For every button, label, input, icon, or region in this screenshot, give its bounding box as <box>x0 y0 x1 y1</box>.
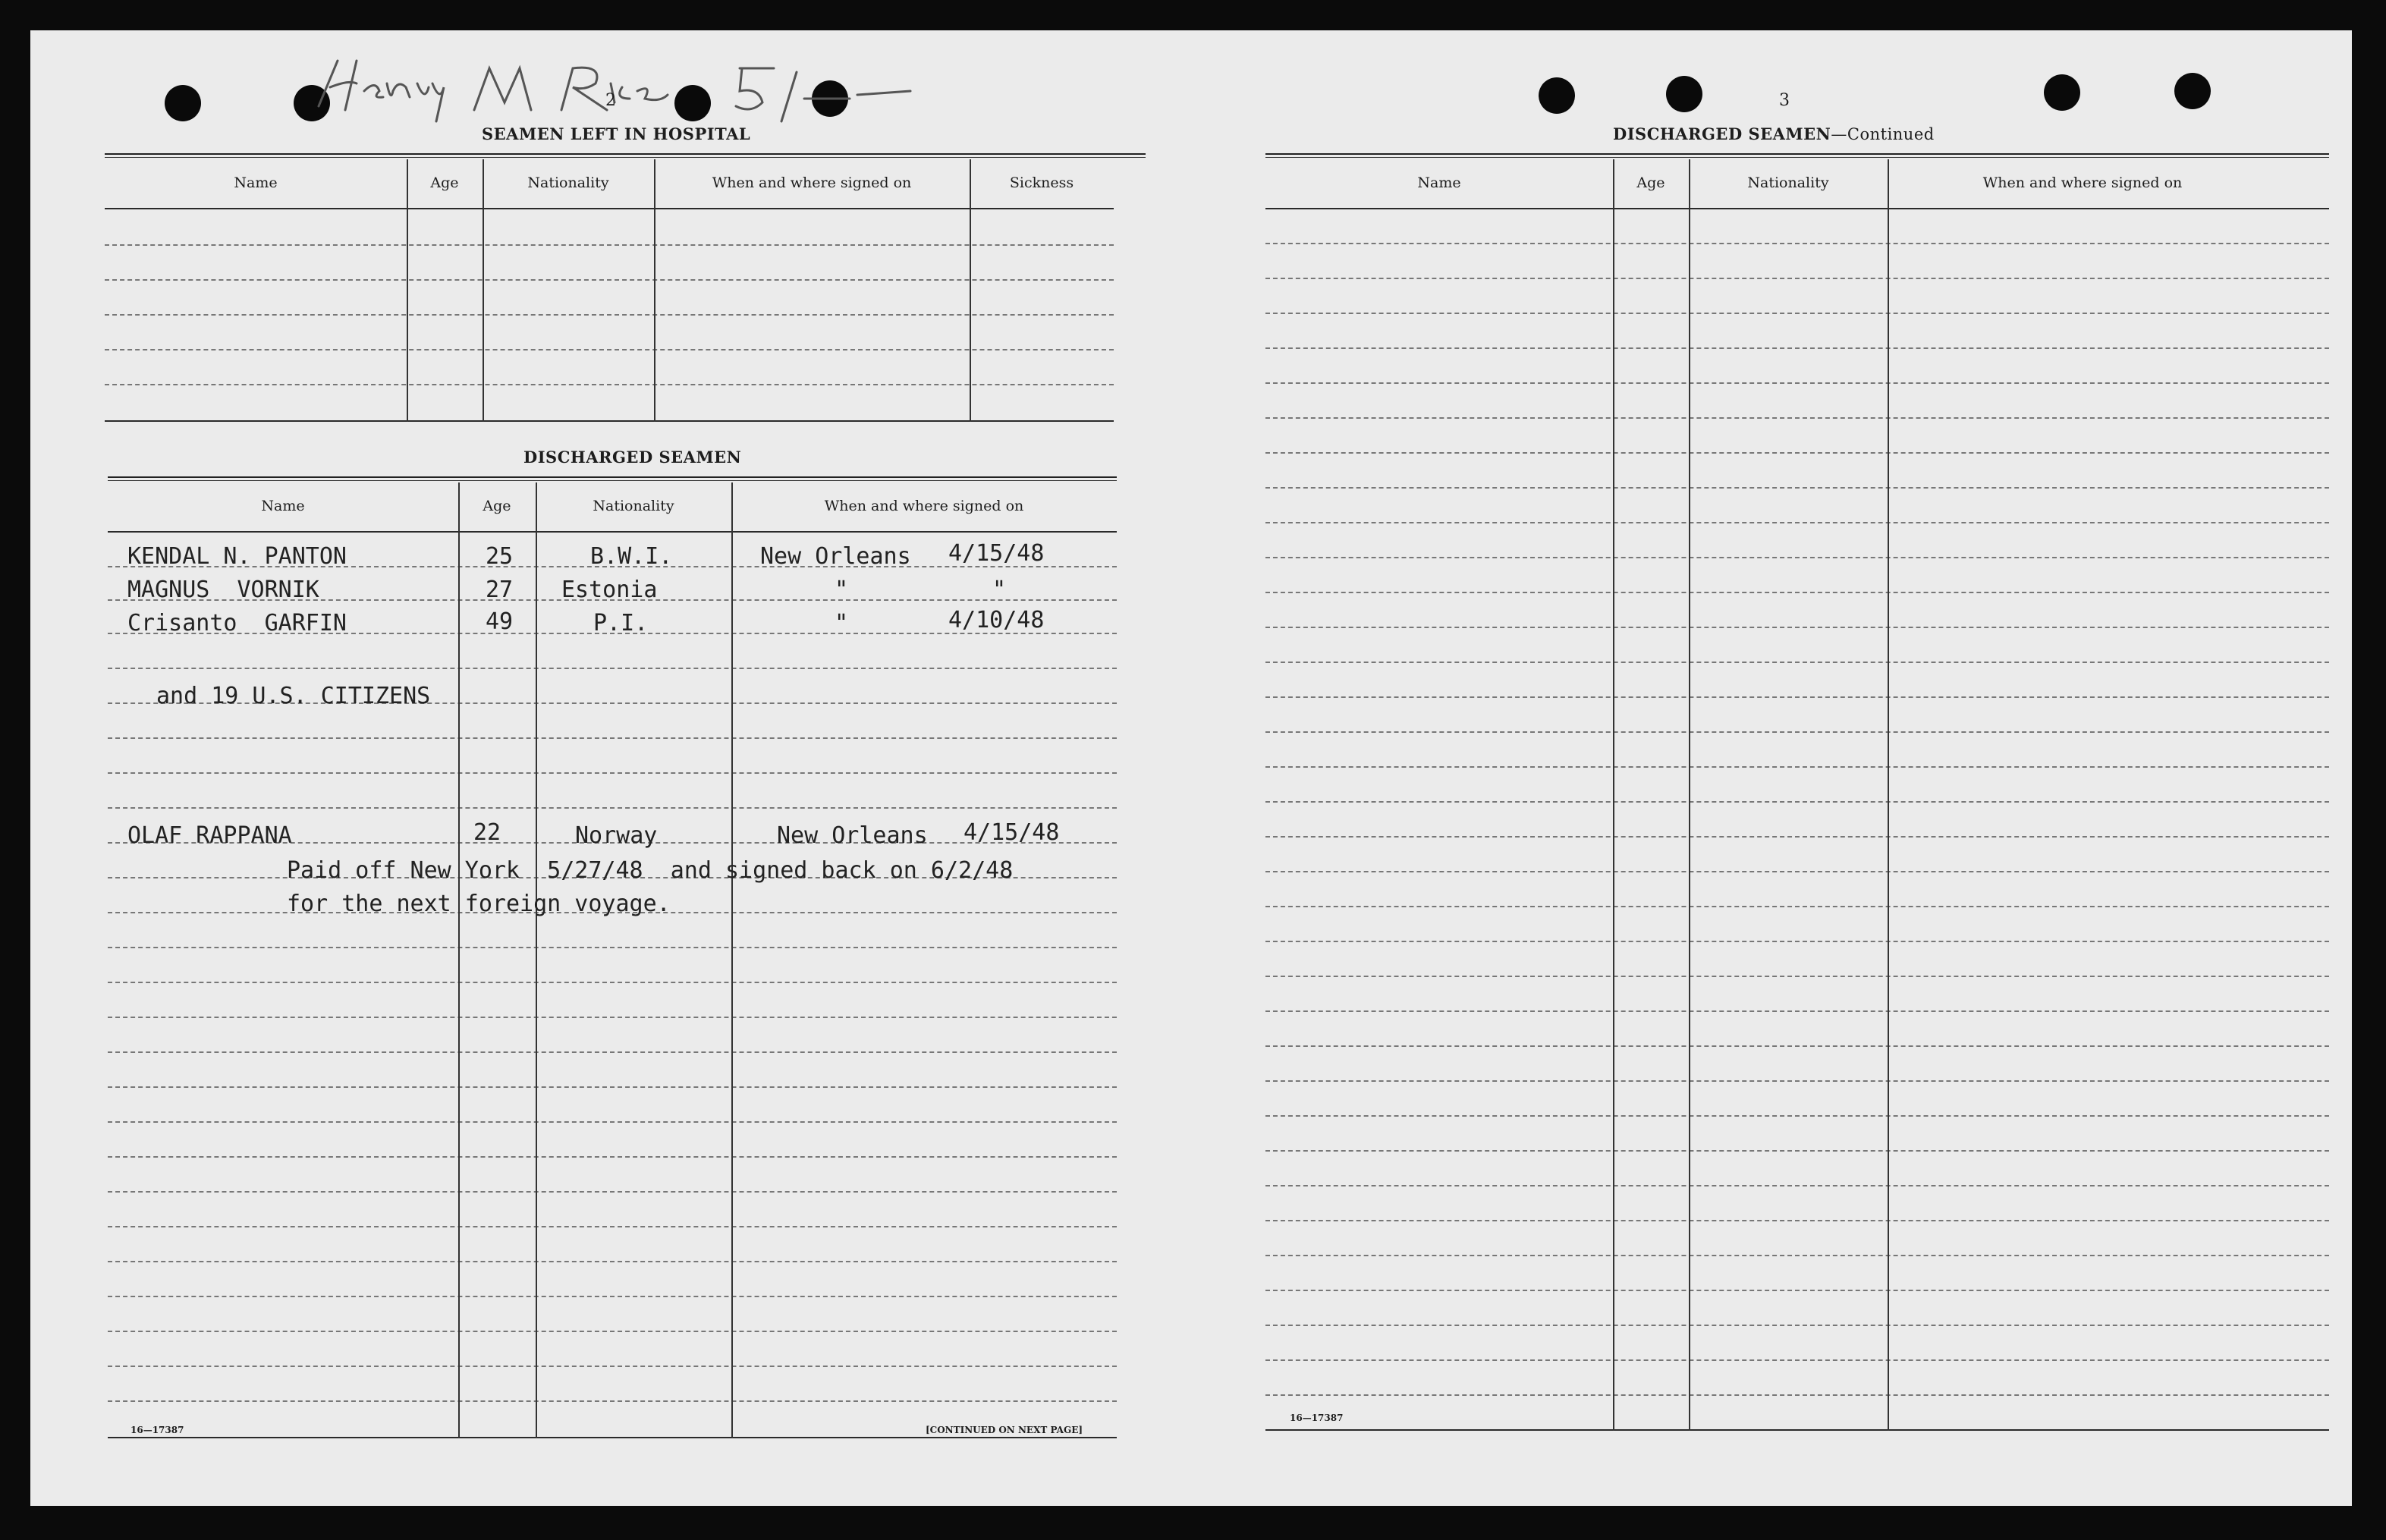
seaman-signed-date: " <box>992 577 1007 603</box>
rule <box>1265 836 2329 838</box>
seaman-nationality: Norway <box>575 822 658 849</box>
rule <box>1265 1150 2329 1152</box>
rule <box>1265 208 2329 209</box>
hospital-header-sickness: Sickness <box>1009 174 1074 191</box>
rule <box>108 1400 1117 1402</box>
rule <box>108 982 1117 983</box>
seaman-name: MAGNUS VORNIK <box>127 577 319 603</box>
rule <box>108 947 1117 948</box>
discharged-continued-title <box>1613 124 1935 143</box>
rule <box>1265 662 2329 663</box>
seaman-signed-place: " <box>835 610 849 636</box>
form-number-right: 16—17387 <box>1290 1413 1344 1423</box>
rule <box>108 772 1117 774</box>
column-rule <box>970 159 971 422</box>
rule <box>1265 871 2329 872</box>
seaman-name: KENDAL N. PANTON <box>127 543 347 570</box>
rule <box>1265 278 2329 279</box>
seaman-nationality: P.I. <box>593 610 649 636</box>
punch-hole <box>2174 73 2211 109</box>
continued-suffix: —Continued <box>1831 125 1935 143</box>
rule <box>1265 1429 2329 1431</box>
form-number-left: 16—17387 <box>130 1425 184 1435</box>
rule <box>105 384 1114 385</box>
rule <box>1265 1325 2329 1326</box>
rule <box>1265 1080 2329 1082</box>
continued-header-name: Name <box>1417 174 1461 191</box>
citizens-note: and 19 U.S. CITIZENS <box>156 683 431 709</box>
discharged-header-signed-on: When and where signed on <box>824 498 1024 514</box>
rule <box>1265 906 2329 907</box>
discharged-header-nationality: Nationality <box>593 498 674 514</box>
rule <box>1265 1394 2329 1396</box>
rule <box>108 668 1117 669</box>
rule <box>1265 1045 2329 1047</box>
rule <box>1265 696 2329 698</box>
rule <box>1265 731 2329 733</box>
rule <box>1265 1255 2329 1256</box>
seaman-signed-place: New Orleans <box>777 822 928 849</box>
rule <box>108 1331 1117 1332</box>
punch-hole <box>1539 77 1575 114</box>
rule <box>1265 522 2329 523</box>
column-rule <box>1689 159 1690 1431</box>
page-number-left: 2 <box>605 91 616 110</box>
seaman-signed-date: 4/10/48 <box>948 607 1045 633</box>
hospital-header-nationality: Nationality <box>527 174 609 191</box>
rule <box>105 208 1114 209</box>
rule <box>1265 1359 2329 1361</box>
rule <box>108 1296 1117 1297</box>
punch-hole <box>165 85 201 121</box>
seaman-name: Crisanto GARFIN <box>127 610 347 636</box>
rule <box>108 1366 1117 1367</box>
column-rule <box>654 159 655 422</box>
column-rule <box>1888 159 1889 1431</box>
discharged-header-age: Age <box>483 498 511 514</box>
seaman-signed-place: " <box>835 577 849 603</box>
continued-note: [CONTINUED ON NEXT PAGE] <box>926 1425 1083 1435</box>
rule <box>108 1051 1117 1053</box>
page-number-right: 3 <box>1779 91 1790 110</box>
punch-hole <box>1666 76 1702 112</box>
seaman-age: 25 <box>486 543 514 570</box>
rule <box>1265 417 2329 419</box>
rule <box>1265 313 2329 314</box>
seaman-signed-date: 4/15/48 <box>948 540 1045 567</box>
hospital-header-name: Name <box>234 174 278 191</box>
column-rule <box>483 159 484 422</box>
column-rule <box>458 482 460 1438</box>
rule <box>105 420 1114 422</box>
rule <box>108 1121 1117 1123</box>
rule <box>1265 976 2329 977</box>
rule <box>1265 1115 2329 1117</box>
seaman-nationality: Estonia <box>561 577 658 603</box>
rule <box>1265 592 2329 593</box>
hospital-section-title: SEAMEN LEFT IN HOSPITAL <box>482 124 751 143</box>
seaman-age: 49 <box>486 608 514 635</box>
seaman-signed-date: 4/15/48 <box>964 819 1060 846</box>
pay-off-note: Paid off New York 5/27/48 and signed back on 6/2/48 <box>287 857 1014 884</box>
discharged-header-name: Name <box>261 498 305 514</box>
rule <box>108 1017 1117 1018</box>
rule <box>1265 1290 2329 1291</box>
hospital-header-age: Age <box>430 174 459 191</box>
rule <box>105 279 1114 281</box>
rule <box>108 1086 1117 1088</box>
hospital-header-signed-on: When and where signed on <box>712 174 912 191</box>
rule <box>1265 1220 2329 1221</box>
rule <box>1265 627 2329 628</box>
rule <box>108 807 1117 809</box>
continued-header-age: Age <box>1636 174 1665 191</box>
rule <box>1265 243 2329 244</box>
column-rule <box>407 159 408 422</box>
rule <box>105 314 1114 316</box>
rule <box>1265 382 2329 384</box>
continued-header-signed-on: When and where signed on <box>1982 174 2183 191</box>
seaman-age: 22 <box>473 819 501 846</box>
rule <box>1265 766 2329 768</box>
rule <box>108 1226 1117 1227</box>
divider <box>1265 153 2329 158</box>
rule <box>1265 487 2329 489</box>
discharged-section-title: DISCHARGED SEAMEN <box>523 448 742 467</box>
rule <box>1265 452 2329 454</box>
rule <box>1265 347 2329 349</box>
rule <box>108 737 1117 739</box>
rule <box>1265 557 2329 558</box>
rule <box>108 531 1117 533</box>
divider <box>108 476 1117 481</box>
rule <box>105 349 1114 350</box>
rule <box>108 1261 1117 1262</box>
discharged-continued-title-text: DISCHARGED SEAMEN <box>1613 124 1831 143</box>
rule <box>1265 1010 2329 1012</box>
pay-off-note-continued: for the next foreign voyage. <box>287 891 671 917</box>
rule <box>108 1156 1117 1158</box>
column-rule <box>536 482 537 1438</box>
punch-hole <box>2044 74 2080 111</box>
column-rule <box>731 482 733 1438</box>
seaman-name: OLAF RAPPANA <box>127 822 292 849</box>
continued-header-nationality: Nationality <box>1747 174 1829 191</box>
seaman-nationality: B.W.I. <box>590 543 673 570</box>
rule <box>1265 941 2329 942</box>
rule <box>1265 801 2329 803</box>
rule <box>108 1437 1117 1438</box>
document-sheet <box>30 30 2352 1506</box>
divider <box>105 153 1146 158</box>
seaman-age: 27 <box>486 577 514 603</box>
rule <box>108 1191 1117 1193</box>
column-rule <box>1613 159 1614 1431</box>
handwritten-signature <box>303 46 933 129</box>
seaman-signed-place: New Orleans <box>760 543 911 570</box>
rule <box>105 244 1114 246</box>
rule <box>1265 1185 2329 1186</box>
